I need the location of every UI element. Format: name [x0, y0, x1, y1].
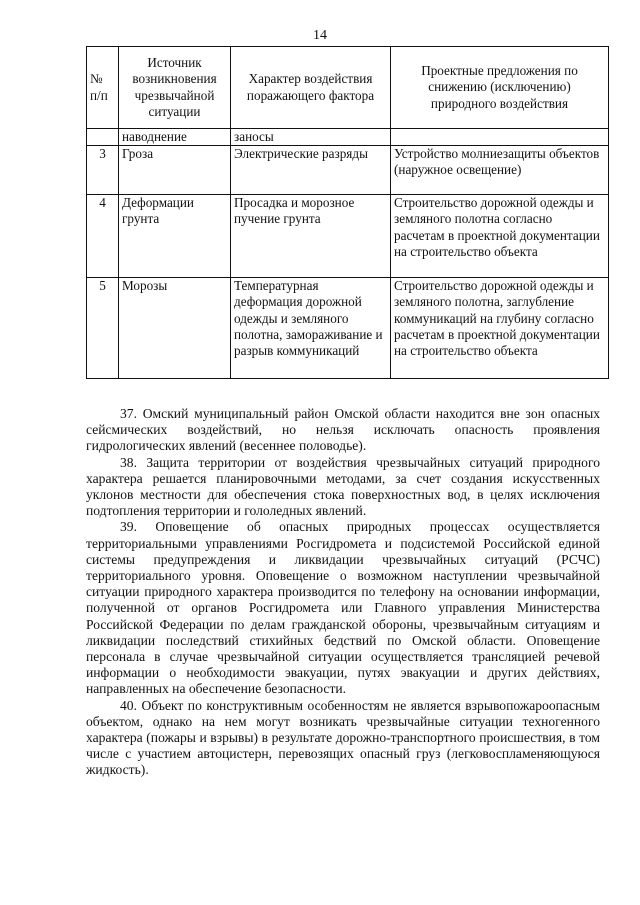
- paragraph-39: 39. Оповещение об опасных природных процессах осуществляется территориальными управлениями Росгидромета и подсистемой Российской единой системы предупреждения и ликвидации чрезвычайных ситуаций (РСЧС) территориального уровня. Оповещение о возможном наступлении чрезвычайной ситуации природного характера производится по телефону на основании информации, полученной от органов Росгидромета или Главного управления Министерства Российской Федерации по делам гражданской обороны, чрезвычайным ситуациям и ликвидации последствий стихийных бедствий по Омской области. Оповещение персонала в случае чрезвычайной ситуации осуществляется трансляцией речевой информации о необходимости эвакуации, путях эвакуации и других действиях, направленных на обеспечение безопасности.: [86, 519, 600, 697]
- table-row: [87, 278, 609, 379]
- cell-character: Электрические разряды: [231, 146, 391, 195]
- hazards-table: [86, 46, 609, 379]
- header-num: № п/п: [87, 47, 119, 129]
- cell-source: Деформации грунта: [119, 195, 231, 278]
- cell-num: 3: [87, 146, 119, 195]
- cell-proposals: Строительство дорожной одежды и земляного полотна согласно расчетам в проектной документации на строительство объекта: [391, 195, 609, 278]
- cell-source: Гроза: [119, 146, 231, 195]
- cell-character: Просадка и морозное пучение грунта: [231, 195, 391, 278]
- body-text: [86, 406, 600, 779]
- cell-source: наводнение: [119, 129, 231, 146]
- page-number: 14: [313, 28, 327, 43]
- header-source: Источник возникновения чрезвычайной ситуации: [119, 47, 231, 129]
- table-header-row: [87, 47, 609, 129]
- cell-num: 4: [87, 195, 119, 278]
- cell-proposals: Устройство молниезащиты объектов (наружное освещение): [391, 146, 609, 195]
- table-row: [87, 146, 609, 195]
- cell-num: [87, 129, 119, 146]
- cell-character: заносы: [231, 129, 391, 146]
- cell-num: 5: [87, 278, 119, 379]
- cell-character: Температурная деформация дорожной одежды и земляного полотна, замораживание и разрыв коммуникаций: [231, 278, 391, 379]
- paragraph-38: 38. Защита территории от воздействия чрезвычайных ситуаций природного характера решается планировочными методами, за счет создания искусственных уклонов местности для обеспечения стока поверхностных вод, в целях исключения подтопления территории и гололедных явлений.: [86, 454, 600, 519]
- header-character: Характер воздействия поражающего фактора: [231, 47, 391, 129]
- paragraph-40: 40. Объект по конструктивным особенностям не является взрывопожароопасным объектом, однако на нем могут возникать чрезвычайные ситуации техногенного характера (пожары и взрывы) в результате дорожно-транспортного происшествия, в том числе с участием автоцистерн, перевозящих опасный груз (легковоспламеняющуюся жидкость).: [86, 697, 600, 778]
- cell-source: Морозы: [119, 278, 231, 379]
- header-proposals: Проектные предложения по снижению (исключению) природного воздействия: [391, 47, 609, 129]
- cell-proposals: Строительство дорожной одежды и земляного полотна, заглубление коммуникаций на глубину согласно расчетам в проектной документации на строительство объекта: [391, 278, 609, 379]
- cell-proposals: [391, 129, 609, 146]
- table-row: [87, 195, 609, 278]
- paragraph-37: 37. Омский муниципальный район Омской области находится вне зон опасных сейсмических воздействий, но нельзя исключать опасность проявления гидрологических явлений (весеннее половодье).: [86, 406, 600, 454]
- table-row: [87, 129, 609, 146]
